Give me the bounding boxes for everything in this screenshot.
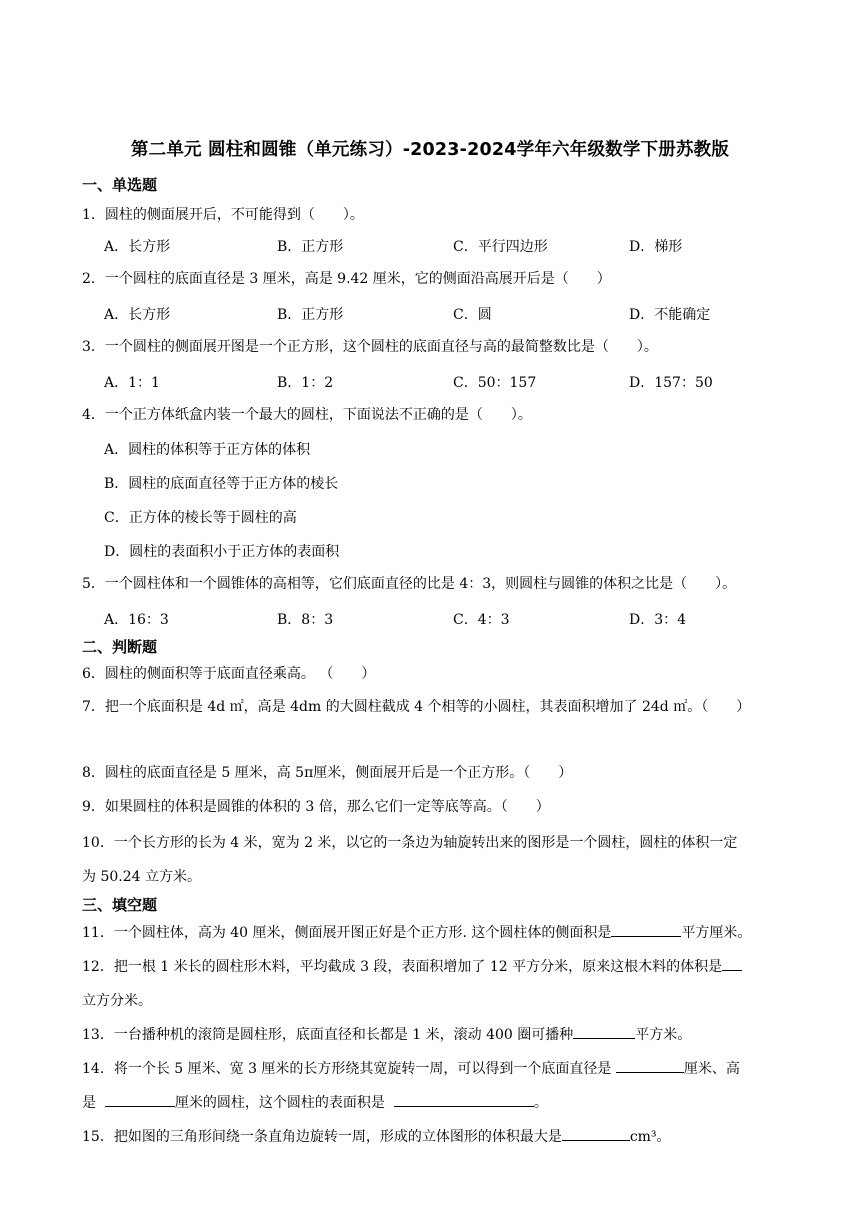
question-14-unit-1: 厘米、高: [683, 1061, 740, 1077]
section-heading-true-false: 二、判断题: [82, 638, 158, 656]
option-c: C．50：157: [453, 375, 537, 391]
question-11-text: 11．一个圆柱体，高为 40 厘米，侧面展开图正好是个正方形. 这个圆柱体的侧面积是: [82, 925, 612, 941]
question-13-unit: 平方米。: [635, 1027, 692, 1043]
option-b: B．8：3: [277, 612, 334, 628]
question-15-text: 15．把如图的三角形间绕一条直角边旋转一周，形成的立体图形的体积最大是: [82, 1129, 562, 1145]
answer-blank-height[interactable]: [105, 1092, 175, 1107]
option-d: D．梯形: [629, 239, 683, 255]
question-11-unit: 平方厘米。: [681, 925, 752, 941]
question-10-line-1: 10．一个长方形的长为 4 米，宽为 2 米，以它的一条边为轴旋转出来的图形是一个圆柱，圆柱的体积一定: [82, 835, 738, 851]
question-14-end: 。: [533, 1095, 548, 1111]
question-1-options: [104, 236, 804, 258]
question-14-line-2: [82, 1086, 548, 1120]
option-a: A．1：1: [104, 375, 160, 391]
option-c: C．圆: [453, 307, 492, 323]
question-4: 4．一个正方体纸盒内装一个最大的圆柱，下面说法不正确的是（ ）。: [82, 407, 532, 423]
answer-blank[interactable]: [611, 922, 681, 937]
question-15-unit: cm³。: [629, 1129, 671, 1145]
option-b: B．1：2: [277, 375, 334, 391]
question-14-text-3: 厘米的圆柱，这个圆柱的表面积是: [174, 1095, 385, 1111]
option-d: D．圆柱的表面积小于正方体的表面积: [104, 544, 340, 560]
question-5: 5．一个圆柱体和一个圆锥体的高相等，它们底面直径的比是 4：3，则圆柱与圆锥的体积之比是（ ）。: [82, 576, 737, 592]
question-14-text-2: 是: [82, 1095, 96, 1111]
question-11: [82, 916, 751, 950]
question-5-options: [104, 609, 804, 631]
question-14-text: 14．将一个长 5 厘米、宽 3 厘米的长方形绕其宽旋转一周，可以得到一个底面直径是: [82, 1061, 612, 1077]
question-13-text: 13．一台播种机的滚筒是圆柱形，底面直径和长都是 1 米，滚动 400 圈可播种: [82, 1027, 574, 1043]
page-title: 第二单元 圆柱和圆锥（单元练习）-2023-2024学年六年级数学下册苏教版: [130, 140, 730, 160]
answer-blank[interactable]: [562, 1126, 630, 1141]
option-c: C．4：3: [453, 612, 510, 628]
question-6: 6．圆柱的侧面积等于底面直径乘高。 （ ）: [82, 666, 376, 682]
question-13: [82, 1018, 691, 1052]
option-d: D．不能确定: [629, 307, 711, 323]
answer-blank[interactable]: [573, 1024, 635, 1039]
question-2-options: [104, 304, 804, 326]
question-8: 8．圆柱的底面直径是 5 厘米，高 5π厘米，侧面展开后是一个正方形。（ ）: [82, 765, 573, 781]
answer-blank-surface-area[interactable]: [394, 1092, 534, 1107]
option-a: A．长方形: [104, 239, 171, 255]
option-c: C．正方体的棱长等于圆柱的高: [104, 510, 297, 526]
option-d: D．3：4: [629, 612, 687, 628]
option-a: A．16：3: [104, 612, 169, 628]
question-15: [82, 1120, 671, 1154]
option-b: B．正方形: [277, 239, 344, 255]
option-b: B．正方形: [277, 307, 344, 323]
question-2: 2．一个圆柱的底面直径是 3 厘米，高是 9.42 厘米，它的侧面沿高展开后是（ ）: [82, 271, 611, 287]
question-14-line-1: [82, 1052, 740, 1086]
option-b: B．圆柱的底面直径等于正方体的棱长: [104, 476, 339, 492]
question-1: 1．圆柱的侧面展开后，不可能得到（ ）。: [82, 207, 364, 223]
option-d: D．157：50: [629, 375, 713, 391]
question-7: 7．把一个底面积是 4d ㎡，高是 4dm 的大圆柱截成 4 个相等的小圆柱，其表面积增加了 24d ㎡。（ ）: [82, 699, 751, 715]
question-3-options: [104, 372, 804, 394]
question-3: 3．一个圆柱的侧面展开图是一个正方形，这个圆柱的底面直径与高的最简整数比是（ ）。: [82, 339, 658, 355]
section-heading-single-choice: 一、单选题: [82, 176, 158, 194]
question-9: 9．如果圆柱的体积是圆锥的体积的 3 倍，那么它们一定等底等高。（ ）: [82, 799, 550, 815]
section-heading-fill-blank: 三、填空题: [82, 896, 158, 914]
answer-blank[interactable]: [722, 956, 742, 971]
option-c: C．平行四边形: [453, 239, 548, 255]
question-12-text: 12．把一根 1 米长的圆柱形木料，平均截成 3 段，表面积增加了 12 平方分米，原来这根木料的体积是: [82, 959, 723, 975]
question-12-line-2: 立方分米。: [82, 993, 152, 1009]
option-a: A．长方形: [104, 307, 171, 323]
question-12-line-1: [82, 950, 742, 984]
question-10-line-2: 为 50.24 立方米。: [82, 869, 201, 885]
answer-blank-diameter[interactable]: [616, 1058, 684, 1073]
option-a: A．圆柱的体积等于正方体的体积: [104, 442, 311, 458]
